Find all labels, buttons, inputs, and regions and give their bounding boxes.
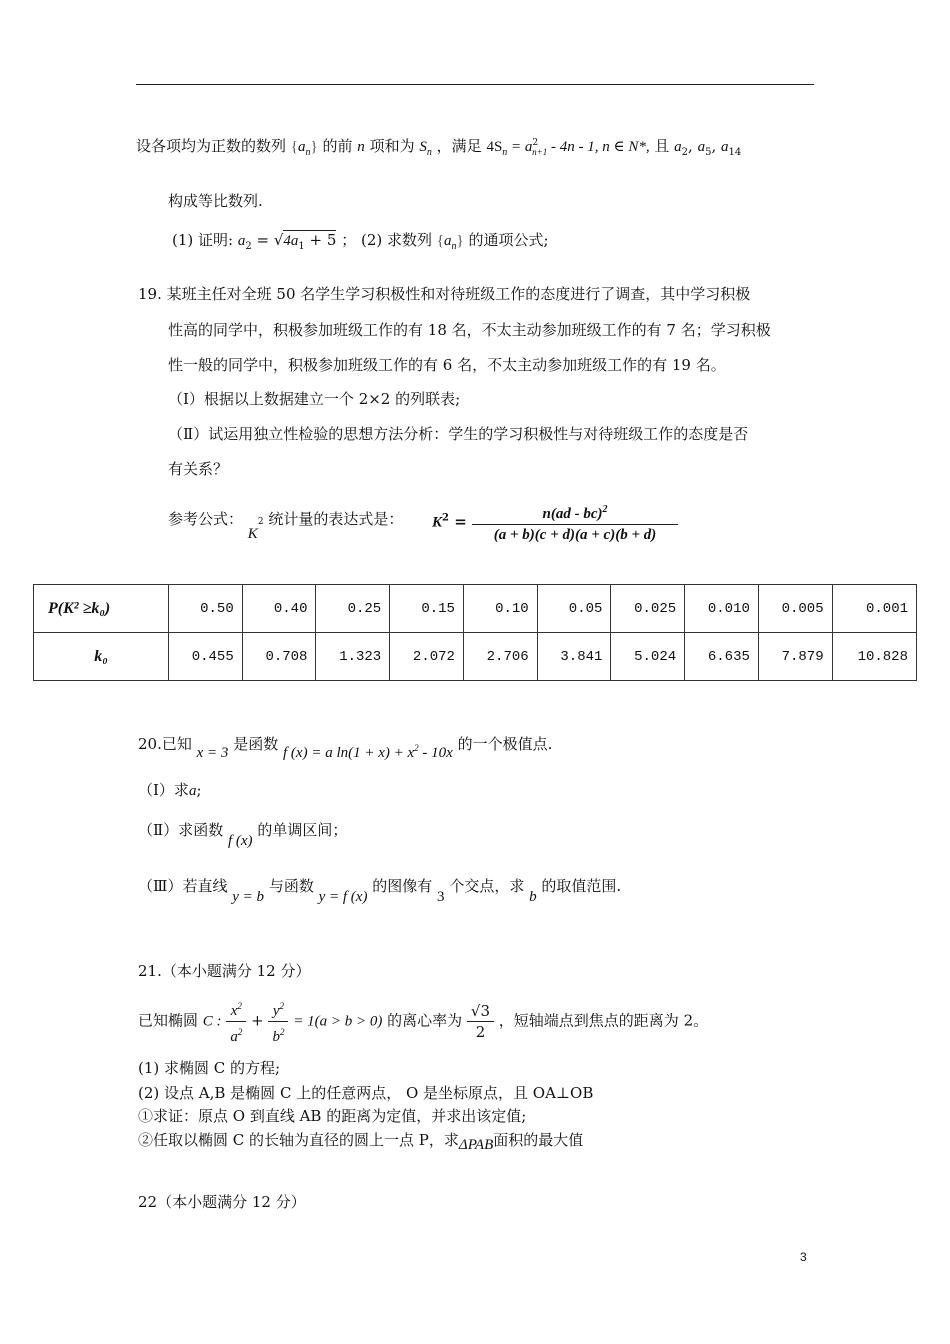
table-cell: 7.879 — [758, 633, 832, 681]
q19-part1: （Ⅰ）根据以上数据建立一个 2×2 的列联表; — [168, 390, 461, 408]
table-cell: 0.025 — [611, 585, 685, 633]
table-cell: 0.708 — [242, 633, 316, 681]
q20-part1: （Ⅰ）求a; — [138, 781, 202, 799]
critical-value-table — [33, 584, 917, 681]
header-rule — [136, 84, 814, 85]
q20-part2: （Ⅱ）求函数 f (x) 的单调区间； — [138, 821, 348, 849]
page-number: 3 — [800, 1250, 807, 1264]
q19-line2: 性高的同学中，积极参加班级工作的有 18 名，不太主动参加班级工作的有 7 名；学习积极 — [168, 321, 771, 339]
table-cell: 2.072 — [390, 633, 464, 681]
q21-title: 21.（本小题满分 12 分） — [138, 962, 311, 980]
q21-part2-i: ①求证：原点 O 到直线 AB 的距离为定值，并求出该定值; — [138, 1107, 527, 1125]
q21-part2: (2) 设点 A,B 是椭圆 C 上的任意两点， O 是坐标原点，且 OA⊥OB — [138, 1084, 594, 1102]
q21-part1: (1) 求椭圆 C 的方程; — [138, 1059, 281, 1077]
q22-title: 22（本小题满分 12 分） — [138, 1193, 306, 1211]
q18-line2: 构成等比数列. — [168, 192, 263, 210]
q19-part2b: 有关系？ — [168, 460, 229, 478]
table-cell: 0.50 — [169, 585, 243, 633]
table-header-k0: k₀ — [34, 633, 169, 681]
table-cell: 0.455 — [169, 633, 243, 681]
q19-reference-label: 参考公式： $K^2$ 统计量的表达式是： — [168, 510, 404, 542]
table-cell: 0.15 — [390, 585, 464, 633]
table-cell: 0.40 — [242, 585, 316, 633]
table-cell: 0.10 — [463, 585, 537, 633]
table-cell: 0.001 — [832, 585, 916, 633]
table-cell: 6.635 — [685, 633, 759, 681]
q21-intro: 已知椭圆 C : $\frac{x^2}{a^2}$ + $\frac{y^2}{b^2}$ = 1(a > b > 0) 的离心率为 $\frac{√3}{2}$ ，短轴端点到焦点的距离为 2。 — [138, 1001, 709, 1045]
q19-line3: 性一般的同学中，积极参加班级工作的有 6 名，不太主动参加班级工作的有 19 名。 — [168, 356, 726, 374]
q19-line1: 19. 某班主任对全班 50 名学生学习积极性和对待班级工作的态度进行了调查，其中学习积极 — [138, 285, 751, 303]
table-cell: 10.828 — [832, 633, 916, 681]
table-cell: 0.05 — [537, 585, 611, 633]
q18-parts: (1) 证明: $a_2 = √4a_1 + 5$ ； (2) 求数列 $\{a_n\}$ 的通项公式; — [172, 231, 549, 252]
q20-part3: （Ⅲ）若直线 y = b 与函数 y = f (x) 的图像有 3 个交点，求 b 的取值范围. — [138, 877, 622, 905]
q20-intro: 20.已知 x = 3 是函数 f (x) = a $\ln(1 + x) + x^2 - 10x$ 的一个极值点. — [138, 735, 553, 761]
table-header-p: P(K² ≥k₀) — [34, 585, 169, 633]
table-row — [34, 633, 917, 681]
table-cell: 2.706 — [463, 633, 537, 681]
table-cell: 5.024 — [611, 633, 685, 681]
table-cell: 3.841 — [537, 633, 611, 681]
table-row — [34, 585, 917, 633]
table-cell: 0.25 — [316, 585, 390, 633]
q19-part2a: （Ⅱ）试运用独立性检验的思想方法分析：学生的学习积极性与对待班级工作的态度是否 — [168, 425, 749, 443]
q21-part2-ii: ②任取以椭圆 C 的长轴为直径的圆上一点 P，求ΔPAB面积的最大值 — [138, 1131, 584, 1153]
q18-line1: 设各项均为正数的数列 $\{a_n\}$ 的前 n 项和为 $S_n$ ，满足 $4S_n = a^2_{n+1} - 4n - 1$, n ∈ N*, 且 $a_2$, $a_5$, $a_{14}$ — [136, 137, 742, 158]
table-cell: 1.323 — [316, 633, 390, 681]
table-cell: 0.005 — [758, 585, 832, 633]
table-cell: 0.010 — [685, 585, 759, 633]
k-squared-formula: $K^2$ = $\frac{n(ad - bc)^2}{(a + b)(c + d)(a + c)(b + d)}$ — [432, 500, 678, 545]
